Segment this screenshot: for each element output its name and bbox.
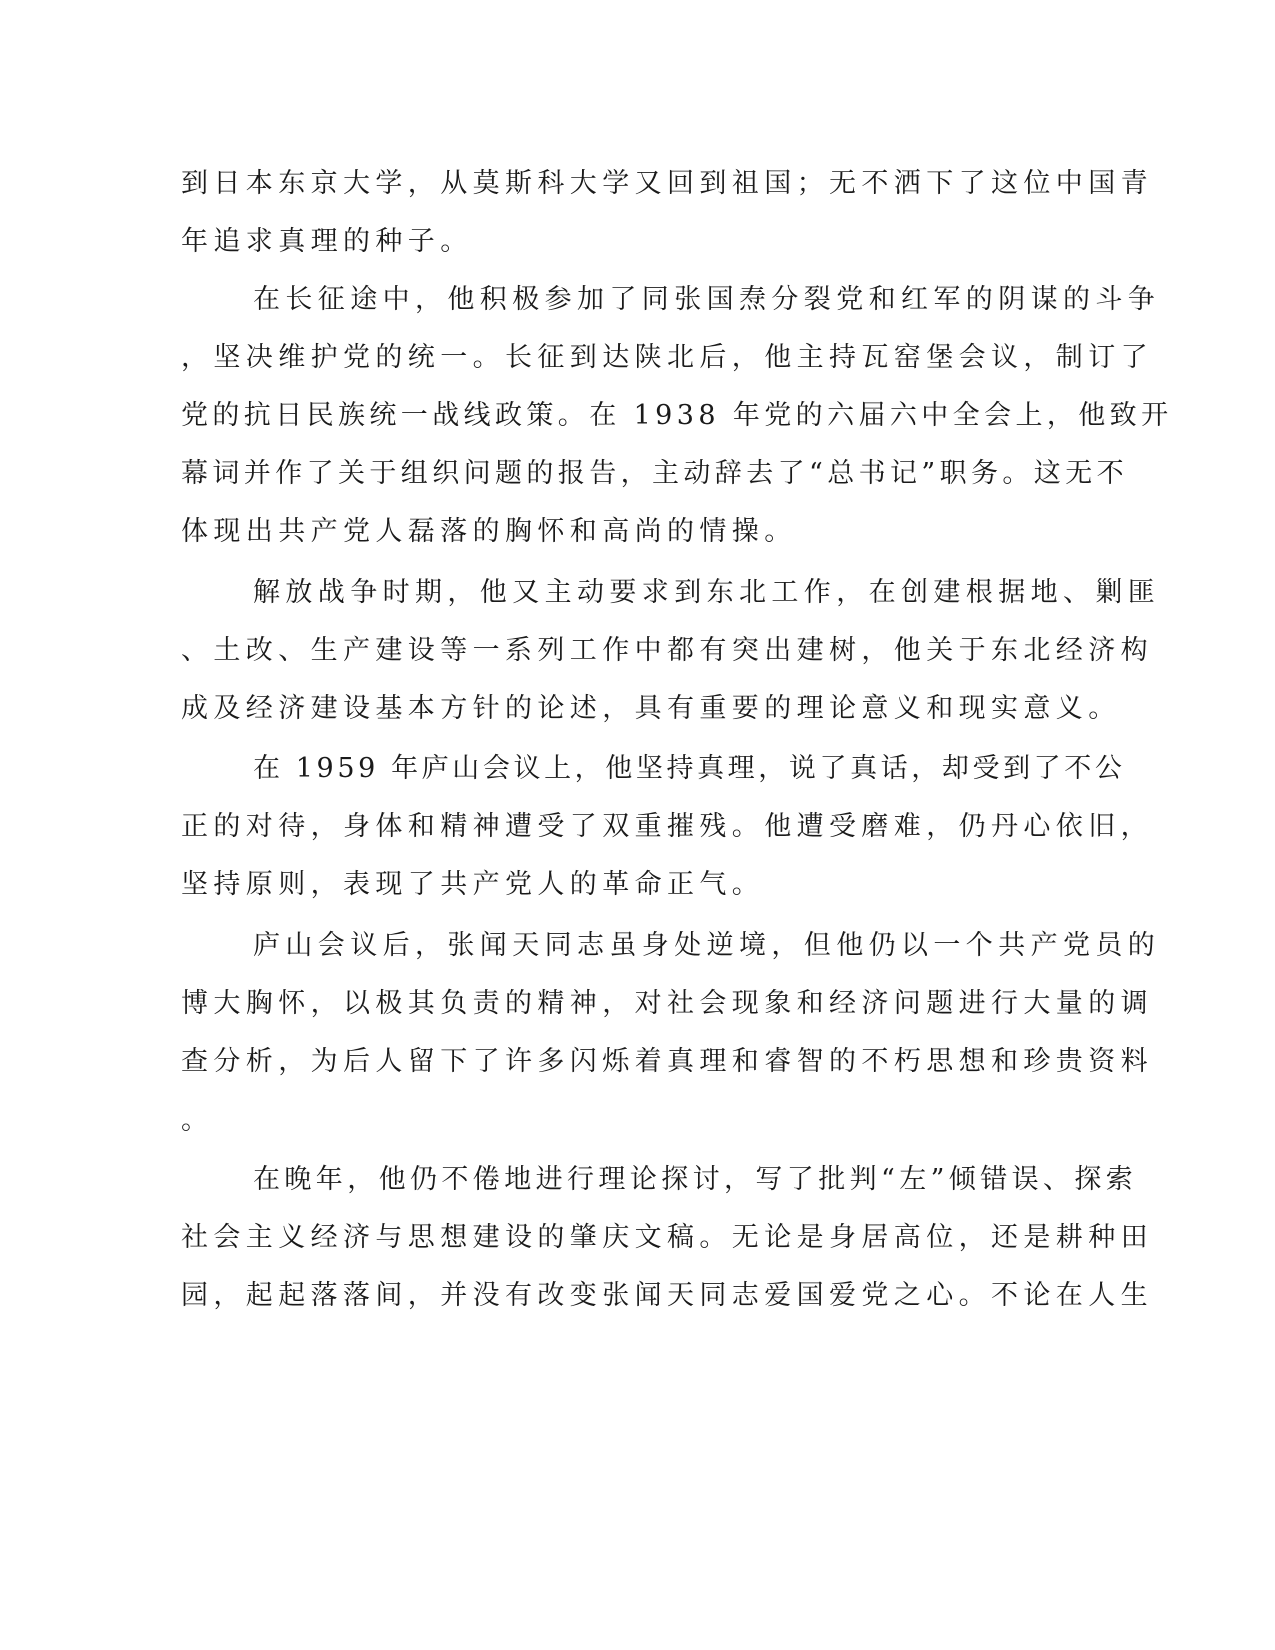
paragraph-2-line-5: 体现出共产党人磊落的胸怀和高尚的情操。 xyxy=(181,516,797,547)
paragraph-3-line-2: 、土改、生产建设等一系列工作中都有突出建树，他关于东北经济构 xyxy=(181,635,1153,666)
paragraph-5-line-2: 博大胸怀，以极其负责的精神，对社会现象和经济问题进行大量的调 xyxy=(181,988,1153,1019)
paragraph-6-line-3: 园，起起落落间，并没有改变张闻天同志爱国爱党之心。不论在人生 xyxy=(181,1280,1153,1311)
paragraph-3-line-1: 解放战争时期，他又主动要求到东北工作，在创建根据地、剿匪 xyxy=(253,577,1161,608)
paragraph-4-line-3: 坚持原则，表现了共产党人的革命正气。 xyxy=(181,869,765,900)
text-line-1: 到日本东京大学，从莫斯科大学又回到祖国；无不洒下了这位中国青 xyxy=(181,168,1153,199)
paragraph-2-line-2: ，坚决维护党的统一。长征到达陕北后，他主持瓦窑堡会议，制订了 xyxy=(181,342,1153,373)
paragraph-2-line-3: 党的抗日民族统一战线政策。在 1938 年党的六届六中全会上，他致开 xyxy=(181,400,1173,431)
paragraph-5-line-3: 查分析，为后人留下了许多闪烁着真理和睿智的不朽思想和珍贵资料 xyxy=(181,1046,1153,1077)
paragraph-5-line-1: 庐山会议后，张闻天同志虽身处逆境，但他仍以一个共产党员的 xyxy=(253,930,1161,961)
paragraph-2-line-4: 幕词并作了关于组织问题的报告，主动辞去了“总书记”职务。这无不 xyxy=(181,458,1129,489)
paragraph-6-line-1: 在晚年，他仍不倦地进行理论探讨，写了批判“左”倾错误、探索 xyxy=(253,1164,1138,1195)
paragraph-4-line-2: 正的对待，身体和精神遭受了双重摧残。他遭受磨难，仍丹心依旧， xyxy=(181,811,1153,842)
paragraph-4-line-1: 在 1959 年庐山会议上，他坚持真理，说了真话，却受到了不公 xyxy=(253,753,1126,784)
paragraph-5-line-4: 。 xyxy=(181,1105,214,1136)
paragraph-2-line-1: 在长征途中，他积极参加了同张国焘分裂党和红军的阴谋的斗争 xyxy=(253,284,1161,315)
paragraph-3-line-3: 成及经济建设基本方针的论述，具有重要的理论意义和现实意义。 xyxy=(181,693,1121,724)
text-line-2: 年追求真理的种子。 xyxy=(181,226,473,257)
paragraph-6-line-2: 社会主义经济与思想建设的肇庆文稿。无论是身居高位，还是耕种田 xyxy=(181,1222,1153,1253)
